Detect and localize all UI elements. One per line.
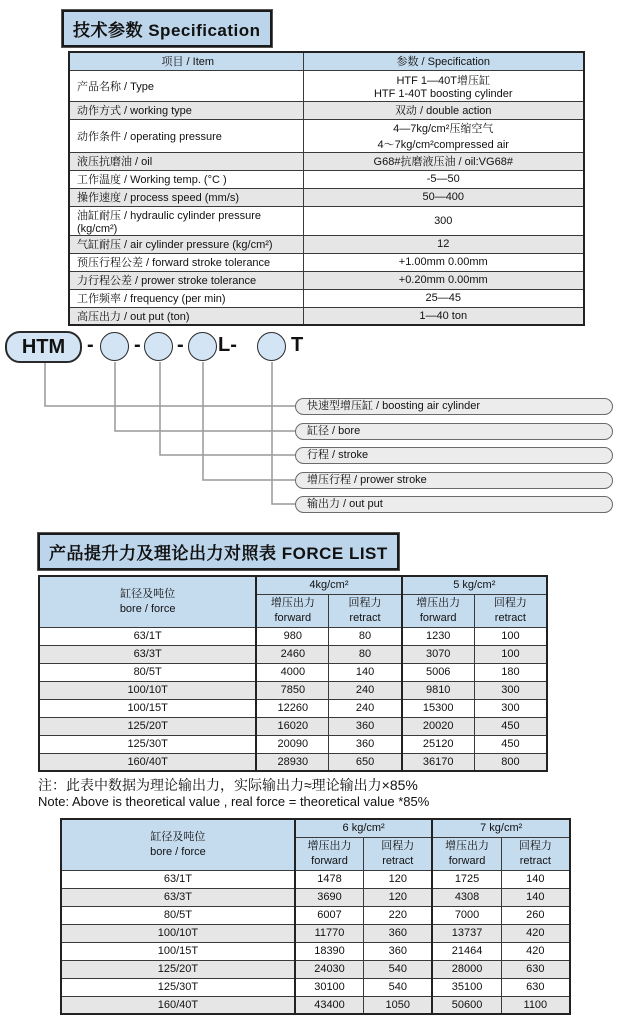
force-table-6-7kg: [60, 818, 571, 1015]
value-cell: 13737: [432, 924, 501, 942]
table-row: [39, 681, 547, 699]
spec-value: -5—50: [303, 170, 584, 188]
table-row: [61, 870, 570, 888]
value-cell: 21464: [432, 942, 501, 960]
subheader-forward: [402, 594, 475, 627]
value-cell: 140: [501, 888, 570, 906]
bore-cell: 80/5T: [39, 663, 256, 681]
value-cell: 20020: [402, 717, 475, 735]
value-cell: 240: [329, 681, 402, 699]
spec-value-line: 4～7kg/cm²compressed air: [377, 138, 509, 151]
value-cell: 360: [364, 942, 433, 960]
spec-item: 液压抗磨油 / oil: [69, 152, 303, 170]
value-cell: 3070: [402, 645, 475, 663]
model-prefix-pill: HTM: [5, 331, 82, 363]
model-separator: -: [177, 334, 184, 356]
spec-section-header: [62, 10, 627, 47]
spec-item: 气缸耐压 / air cylinder pressure (kg/cm²): [69, 235, 303, 253]
value-cell: 420: [501, 942, 570, 960]
force-header-row: [39, 576, 547, 594]
spec-value: +1.00mm 0.00mm: [303, 253, 584, 271]
bore-force-header: [61, 819, 295, 870]
value-cell: 7850: [256, 681, 329, 699]
value-cell: 540: [364, 978, 433, 996]
value-cell: 5006: [402, 663, 475, 681]
spec-value: [303, 119, 584, 152]
value-cell: 450: [474, 735, 547, 753]
value-cell: 650: [329, 753, 402, 771]
table-row: [39, 699, 547, 717]
spec-value: 300: [303, 206, 584, 235]
table-row: [61, 924, 570, 942]
spec-value: [303, 70, 584, 101]
value-cell: 120: [364, 888, 433, 906]
subheader-zh: 回程力: [348, 597, 382, 610]
bore-force-header: [39, 576, 256, 627]
table-row: [69, 289, 584, 307]
value-cell: 100: [474, 627, 547, 645]
table-row: [39, 735, 547, 753]
spec-value: 25—45: [303, 289, 584, 307]
table-row: [61, 978, 570, 996]
value-cell: 28000: [432, 960, 501, 978]
value-cell: 6007: [295, 906, 364, 924]
spec-header-item: 项目 / Item: [69, 52, 303, 70]
subheader-retract: [329, 594, 402, 627]
table-row: [61, 888, 570, 906]
table-row: [69, 206, 584, 235]
force-section-header: [38, 533, 627, 570]
bore-cell: 100/10T: [39, 681, 256, 699]
subheader-retract: [474, 594, 547, 627]
spec-value-line: HTF 1-40T boosting cylinder: [373, 87, 513, 100]
value-cell: 30100: [295, 978, 364, 996]
table-row: [61, 942, 570, 960]
bore-cell: 100/10T: [61, 924, 295, 942]
bore-cell: 125/30T: [61, 978, 295, 996]
model-label-boosting-cylinder: 快速型增压缸 / boosting air cylinder: [295, 398, 613, 415]
subheader-en: forward: [448, 854, 486, 867]
value-cell: 420: [501, 924, 570, 942]
pressure-header-4kg: 4kg/cm²: [256, 576, 401, 594]
value-cell: 4000: [256, 663, 329, 681]
table-row: [69, 170, 584, 188]
spec-item: 预压行程公差 / forward stroke tolerance: [69, 253, 303, 271]
value-cell: 1230: [402, 627, 475, 645]
spec-header-value: 参数 / Specification: [303, 52, 584, 70]
value-cell: 100: [474, 645, 547, 663]
table-row: [69, 152, 584, 170]
spec-item: 产品名称 / Type: [69, 70, 303, 101]
value-cell: 300: [474, 681, 547, 699]
spec-table: [68, 51, 585, 326]
value-cell: 36170: [402, 753, 475, 771]
spec-value: G68#抗磨液压油 / oil:VG68#: [303, 152, 584, 170]
value-cell: 16020: [256, 717, 329, 735]
bore-header-zh: 缸径及吨位: [150, 830, 206, 843]
table-row: [39, 645, 547, 663]
spec-table-header-row: [69, 52, 584, 70]
model-code-circle-bore: [100, 332, 129, 361]
value-cell: 9810: [402, 681, 475, 699]
force-header-row: [61, 819, 570, 837]
bore-cell: 125/20T: [61, 960, 295, 978]
bore-cell: 63/1T: [39, 627, 256, 645]
table-row: [69, 253, 584, 271]
pressure-header-7kg: 7 kg/cm²: [432, 819, 570, 837]
subheader-forward: [295, 837, 364, 870]
spec-item: 油缸耐压 / hydraulic cylinder pressure (kg/cm²): [69, 206, 303, 235]
value-cell: 1478: [295, 870, 364, 888]
value-cell: 360: [329, 717, 402, 735]
value-cell: 140: [501, 870, 570, 888]
bore-cell: 63/3T: [39, 645, 256, 663]
force-section-title: 产品提升力及理论出力对照表 FORCE LIST: [38, 533, 399, 570]
table-row: [69, 271, 584, 289]
bore-cell: 100/15T: [39, 699, 256, 717]
value-cell: 180: [474, 663, 547, 681]
value-cell: 11770: [295, 924, 364, 942]
subheader-zh: 回程力: [493, 597, 527, 610]
model-separator: -: [134, 334, 141, 356]
value-cell: 3690: [295, 888, 364, 906]
value-cell: 800: [474, 753, 547, 771]
force-table-4-5kg: [38, 575, 548, 772]
subheader-zh: 回程力: [381, 840, 415, 853]
table-row: [61, 960, 570, 978]
model-code-circle-prower-stroke: [188, 332, 217, 361]
value-cell: 80: [329, 645, 402, 663]
table-row: [69, 188, 584, 206]
value-cell: 630: [501, 960, 570, 978]
model-separator-l: L-: [218, 334, 237, 356]
subheader-retract: [364, 837, 433, 870]
table-row: [69, 235, 584, 253]
subheader-en: retract: [519, 854, 551, 867]
model-separator: -: [87, 334, 94, 356]
model-code-diagram: [0, 331, 627, 526]
value-cell: 28930: [256, 753, 329, 771]
table-row: [39, 753, 547, 771]
model-suffix-t: T: [291, 334, 304, 356]
note-line-en: Note: Above is theoretical value , real force = theoretical value *85%: [38, 794, 430, 809]
spec-value: 双动 / double action: [303, 101, 584, 119]
table-row: [69, 101, 584, 119]
bore-cell: 100/15T: [61, 942, 295, 960]
bore-cell: 125/30T: [39, 735, 256, 753]
value-cell: 1725: [432, 870, 501, 888]
subheader-en: forward: [274, 611, 312, 624]
spec-item: 高压出力 / out put (ton): [69, 307, 303, 325]
value-cell: 980: [256, 627, 329, 645]
subheader-retract: [501, 837, 570, 870]
subheader-en: retract: [349, 611, 381, 624]
value-cell: 120: [364, 870, 433, 888]
pressure-header-6kg: 6 kg/cm²: [295, 819, 433, 837]
value-cell: 24030: [295, 960, 364, 978]
model-code-circle-output: [257, 332, 286, 361]
value-cell: 220: [364, 906, 433, 924]
spec-item: 动作条件 / operating pressure: [69, 119, 303, 152]
value-cell: 260: [501, 906, 570, 924]
subheader-forward: [256, 594, 329, 627]
table-row: [69, 307, 584, 325]
value-cell: 15300: [402, 699, 475, 717]
subheader-zh: 增压出力: [307, 840, 352, 853]
table-row: [39, 663, 547, 681]
spec-value: 1—40 ton: [303, 307, 584, 325]
spec-value: 50—400: [303, 188, 584, 206]
bore-cell: 125/20T: [39, 717, 256, 735]
subheader-zh: 增压出力: [445, 840, 490, 853]
table-row: [69, 70, 584, 101]
bore-cell: 160/40T: [61, 996, 295, 1014]
value-cell: 18390: [295, 942, 364, 960]
value-cell: 1100: [501, 996, 570, 1014]
value-cell: 50600: [432, 996, 501, 1014]
spec-item: 工作温度 / Working temp. (°C ): [69, 170, 303, 188]
subheader-zh: 增压出力: [416, 597, 461, 610]
table-row: [61, 996, 570, 1014]
value-cell: 35100: [432, 978, 501, 996]
spec-item: 动作方式 / working type: [69, 101, 303, 119]
note-block: [38, 777, 627, 810]
subheader-en: forward: [419, 611, 457, 624]
value-cell: 25120: [402, 735, 475, 753]
value-cell: 20090: [256, 735, 329, 753]
bore-header-zh: 缸径及吨位: [120, 587, 176, 600]
table-row: [61, 906, 570, 924]
bore-cell: 63/1T: [61, 870, 295, 888]
note-line-zh: 注：此表中数据为理论输出力，实际输出力≈理论输出力×85%: [38, 777, 418, 793]
model-label-bore: 缸径 / bore: [295, 423, 613, 440]
bore-cell: 160/40T: [39, 753, 256, 771]
value-cell: 140: [329, 663, 402, 681]
value-cell: 450: [474, 717, 547, 735]
bore-header-en: bore / force: [119, 602, 176, 615]
model-label-output: 输出力 / out put: [295, 496, 613, 513]
model-label-prower-stroke: 增压行程 / prower stroke: [295, 472, 613, 489]
value-cell: 7000: [432, 906, 501, 924]
table-row: [39, 717, 547, 735]
model-label-stroke: 行程 / stroke: [295, 447, 613, 464]
pressure-header-5kg: 5 kg/cm²: [402, 576, 547, 594]
spec-item: 工作频率 / frequency (per min): [69, 289, 303, 307]
value-cell: 43400: [295, 996, 364, 1014]
value-cell: 12260: [256, 699, 329, 717]
subheader-en: forward: [311, 854, 348, 867]
table-row: [69, 119, 584, 152]
spec-value-line: HTF 1—40T增压缸: [396, 74, 490, 87]
value-cell: 360: [329, 735, 402, 753]
subheader-en: retract: [494, 611, 526, 624]
value-cell: 630: [501, 978, 570, 996]
spec-value: 12: [303, 235, 584, 253]
spec-section-title: 技术参数 Specification: [62, 10, 272, 47]
spec-value: +0.20mm 0.00mm: [303, 271, 584, 289]
subheader-zh: 增压出力: [270, 597, 315, 610]
value-cell: 2460: [256, 645, 329, 663]
table-row: [39, 627, 547, 645]
spec-item: 操作速度 / process speed (mm/s): [69, 188, 303, 206]
subheader-en: retract: [382, 854, 414, 867]
value-cell: 80: [329, 627, 402, 645]
value-cell: 1050: [364, 996, 433, 1014]
bore-header-en: bore / force: [150, 845, 206, 858]
bore-cell: 80/5T: [61, 906, 295, 924]
subheader-forward: [432, 837, 501, 870]
spec-value-line: 4—7kg/cm²压缩空气: [393, 122, 494, 135]
value-cell: 240: [329, 699, 402, 717]
bore-cell: 63/3T: [61, 888, 295, 906]
value-cell: 540: [364, 960, 433, 978]
value-cell: 4308: [432, 888, 501, 906]
spec-item: 力行程公差 / prower stroke tolerance: [69, 271, 303, 289]
value-cell: 300: [474, 699, 547, 717]
subheader-zh: 回程力: [518, 840, 552, 853]
model-code-circle-stroke: [144, 332, 173, 361]
value-cell: 360: [364, 924, 433, 942]
